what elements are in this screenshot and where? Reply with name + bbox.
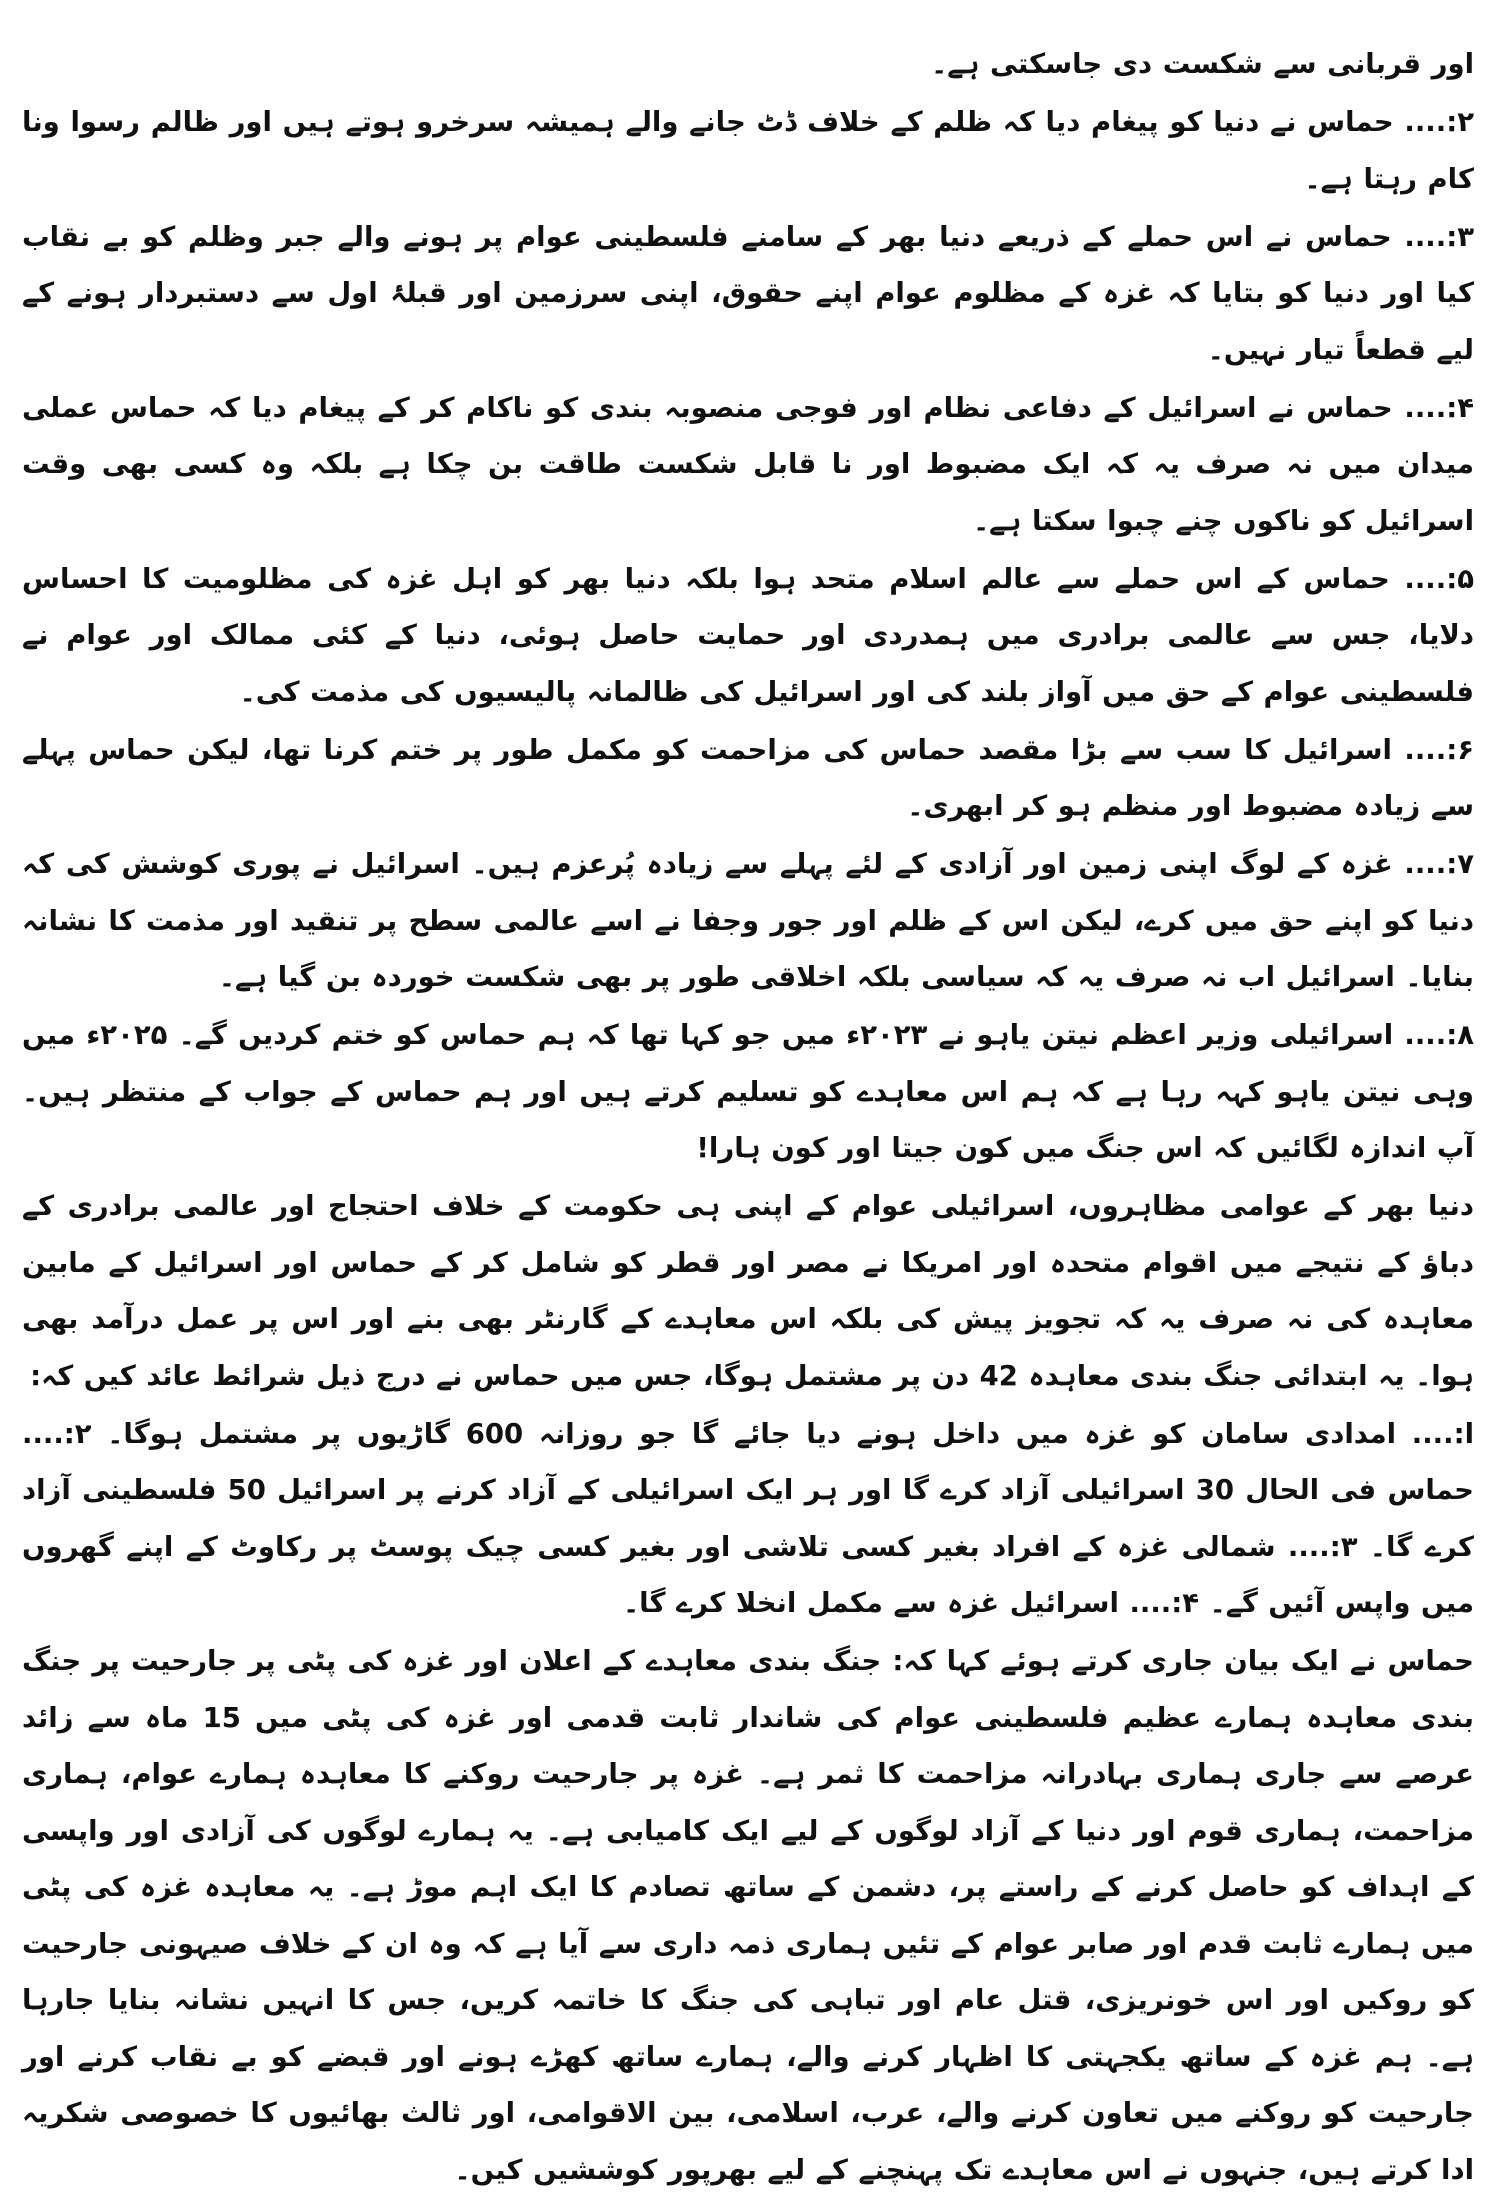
- paragraph-point-3: ۳:.... حماس نے اس حملے کے ذریعے دنیا بھر کے سامنے فلسطینی عوام پر ہونے والے جبر وظلم کو بے نقاب کیا اور دنیا کو بتایا کہ غزہ کے مظلوم عوام اپنے حقوق، اپنی سرزمین اور قبلۂ اول سے دستبردار ہونے کے لیے قطعاً تیار نہیں۔: [22, 220, 1474, 366]
- paragraph-point-7: ۷:.... غزہ کے لوگ اپنی زمین اور آزادی کے لئے پہلے سے زیادہ پُرعزم ہیں۔ اسرائیل نے پوری کوشش کی کہ دنیا کو اپنے حق میں کرے، لیکن اس کے ظلم اور جور وجفا نے اسے عالمی سطح پر تنقید اور مذمت کا نشانہ بنایا۔ اسرائیل اب نہ صرف یہ کہ سیاسی بلکہ اخلاقی طور پر بھی شکست خوردہ بن گیا ہے۔: [22, 848, 1474, 993]
- paragraph-hamas-statement: حماس نے ایک بیان جاری کرتے ہوئے کہا کہ: جنگ بندی معاہدے کے اعلان اور غزہ کی پٹی پر جارحیت پر جنگ بندی معاہدہ ہمارے عظیم فلسطینی عوام کی شاندار ثابت قدمی اور غزہ کی پٹی میں 15 ماہ سے زائد عرصے سے جاری ہماری بہادرانہ مزاحمت کا ثمر ہے۔ غزہ پر جارحیت روکنے کا معاہدہ ہمارے عوام، ہماری مزاحمت، ہماری قوم اور دنیا کے آزاد لوگوں کے لیے ایک کامیابی ہے۔ یہ ہمارے لوگوں کی آزادی اور واپسی کے اہداف کو حاصل کرنے کے راستے پر، دشمن کے ساتھ تصادم کا ایک اہم موڑ ہے۔ یہ معاہدہ غزہ کی پٹی میں ہمارے ثابت قدم اور صابر عوام کے تئیں ہماری ذمہ داری سے آیا ہے کہ وہ ان کے خلاف صیہونی جارحیت کو روکیں اور اس خونریزی، قتل عام اور تباہی کی جنگ کا خاتمہ کریں، جس کا انہیں نشانہ بنایا جارہا ہے۔ ہم غزہ کے ساتھ یکجہتی کا اظہار کرنے والے، ہمارے ساتھ کھڑے ہونے اور قبضے کو بے نقاب کرنے اور جارحیت کو روکنے میں تعاون کرنے والے، عرب، اسلامی، بین الاقوامی، اور ثالث بھائیوں کا خصوصی شکریہ ادا کرتے ہیں، جنہوں نے اس معاہدے تک پہنچنے کے لیے بھرپور کوششیں کیں۔: [22, 1645, 1474, 2186]
- paragraph-agreement-conditions: ا:.... امدادی سامان کو غزہ میں داخل ہونے دیا جائے گا جو روزانہ 600 گاڑیوں پر مشتمل ہوگا۔ ۲:.... حماس فی الحال 30 اسرائیلی آزاد کرے گا اور ہر ایک اسرائیلی کے آزاد کرنے پر اسرائیل 50 فلسطینی آزاد کرے گا۔ ۳:.... شمالی غزہ کے افراد بغیر کسی تلاشی اور بغیر کسی چیک پوسٹ پر رکاوٹ کے اپنے گھروں میں واپس آئیں گے۔ ۴:.... اسرائیل غزہ سے مکمل انخلا کرے گا۔: [22, 1417, 1474, 1619]
- paragraph-point-4: ۴:.... حماس نے اسرائیل کے دفاعی نظام اور فوجی منصوبہ بندی کو ناکام کر کے پیغام دیا کہ حماس عملی میدان میں نہ صرف یہ کہ ایک مضبوط اور نا قابل شکست طاقت بن چکا ہے بلکہ وہ کسی بھی وقت اسرائیل کو ناکوں چنے چبوا سکتا ہے۔: [22, 391, 1474, 537]
- paragraph-point-6: ۶:.... اسرائیل کا سب سے بڑا مقصد حماس کی مزاحمت کو مکمل طور پر ختم کرنا تھا، لیکن حماس پہلے سے زیادہ مضبوط اور منظم ہو کر ابھری۔: [22, 733, 1474, 822]
- document-page: [22, 36, 1474, 2186]
- paragraph-agreement-background: دنیا بھر کے عوامی مظاہروں، اسرائیلی عوام کے اپنی ہی حکومت کے خلاف احتجاج اور عالمی برادری کے دباؤ کے نتیجے میں اقوام متحدہ اور امریکا نے مصر اور قطر کو شامل کر کے حماس اور اسرائیل کے مابین معاہدہ کی نہ صرف یہ کہ تجویز پیش کی بلکہ اس معاہدے کے گارنٹر بھی بنے اور اس پر عمل درآمد بھی ہوا۔ یہ ابتدائی جنگ بندی معاہدہ 42 دن پر مشتمل ہوگا، جس میں حماس نے درج ذیل شرائط عائد کیں کہ:: [22, 1190, 1474, 1392]
- paragraph-conclusion-line: اور قربانی سے شکست دی جاسکتی ہے۔: [931, 48, 1474, 80]
- paragraph-point-8: ۸:.... اسرائیلی وزیر اعظم نیتن یاہو نے ۲۰۲۳ء میں جو کہا تھا کہ ہم حماس کو ختم کردیں گے۔ ۲۰۲۵ء میں وہی نیتن یاہو کہہ رہا ہے کہ ہم اس معاہدے کو تسلیم کرتے ہیں اور ہم حماس کے جواب کے منتظر ہیں۔ آپ اندازہ لگائیں کہ اس جنگ میں کون جیتا اور کون ہارا!: [22, 1019, 1474, 1164]
- paragraph-point-5: ۵:.... حماس کے اس حملے سے عالم اسلام متحد ہوا بلکہ دنیا بھر کو اہل غزہ کی مظلومیت کا احساس دلایا، جس سے عالمی برادری میں ہمدردی اور حمایت حاصل ہوئی، دنیا کے کئی ممالک اور عوام نے فلسطینی عوام کے حق میں آواز بلند کی اور اسرائیل کی ظالمانہ پالیسیوں کی مذمت کی۔: [22, 562, 1474, 708]
- paragraph-point-2: ۲:.... حماس نے دنیا کو پیغام دیا کہ ظلم کے خلاف ڈٹ جانے والے ہمیشہ سرخرو ہوتے ہیں اور ظالم رسوا ونا کام رہتا ہے۔: [22, 106, 1474, 195]
